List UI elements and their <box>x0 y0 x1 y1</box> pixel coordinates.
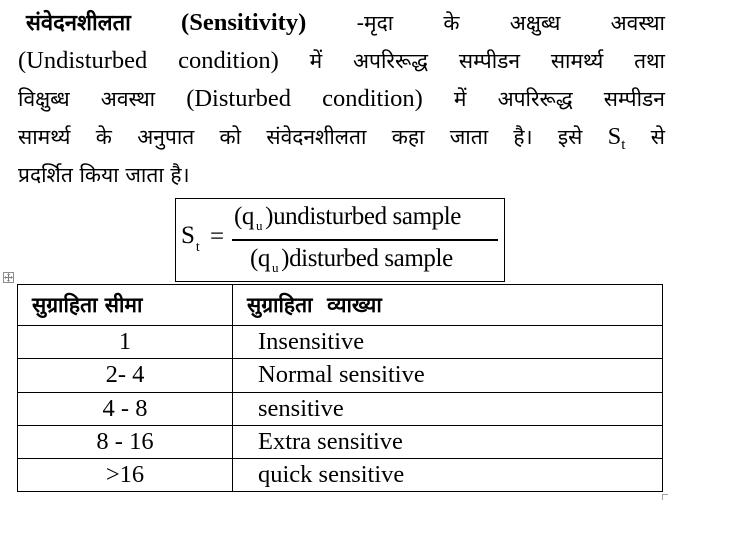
sensitivity-table <box>17 284 663 492</box>
word: से <box>650 125 665 149</box>
word: जाता <box>449 125 489 149</box>
range-cell: 4 - 8 <box>18 392 233 425</box>
word: है। <box>513 125 533 149</box>
word: अपरिरूद्ध <box>497 87 573 111</box>
word: अक्षुब्ध <box>509 11 561 35</box>
word: सम्पीडन <box>458 49 521 73</box>
range-cell: 8 - 16 <box>18 425 233 458</box>
symbol-subscript: t <box>621 137 626 153</box>
description-cell: quick sensitive <box>233 459 663 492</box>
header-sensitivity-description: सुग्राहिता व्याख्या <box>233 285 663 326</box>
table-row <box>18 326 663 359</box>
lhs-subscript: t <box>195 240 200 255</box>
range-cell: 2- 4 <box>18 359 233 392</box>
word: -मृदा <box>356 11 394 35</box>
paragraph-line-2 <box>18 42 665 80</box>
word: संवेदनशीलता <box>266 125 367 149</box>
paragraph-line-4 <box>18 118 665 156</box>
word: विक्षुब्ध <box>18 87 70 111</box>
word: सामर्थ्य <box>18 125 71 149</box>
word: अवस्था <box>610 11 665 35</box>
formula-numerator <box>234 203 461 234</box>
table-row <box>18 359 663 392</box>
word: को <box>219 125 242 149</box>
fraction-bar <box>232 239 498 241</box>
description-cell: Normal sensitive <box>233 359 663 392</box>
word: के <box>95 125 112 149</box>
sensitivity-formula <box>175 198 505 282</box>
word: condition) <box>178 47 279 74</box>
word: कहा <box>391 125 425 149</box>
header-sensitivity-range: सुग्राहिता सीमा <box>18 285 233 326</box>
denominator-open: (q <box>250 245 271 272</box>
word: प्रदर्शित किया जाता है। <box>18 163 190 187</box>
word: सम्पीडन <box>603 87 665 111</box>
word: में <box>453 87 467 111</box>
sensitivity-paragraph <box>18 4 665 194</box>
table-row <box>18 392 663 425</box>
equals-sign: = <box>210 223 225 250</box>
range-cell: >16 <box>18 459 233 492</box>
denominator-subscript: u <box>272 260 279 275</box>
word: condition) <box>322 85 423 112</box>
formula-lhs <box>181 222 200 256</box>
numerator-open: (q <box>234 203 255 230</box>
word: के <box>443 11 460 35</box>
term-hindi: संवेदनशीलता <box>26 11 131 36</box>
range-cell: 1 <box>18 326 233 359</box>
paragraph-line-5 <box>18 156 665 194</box>
sensitivity-symbol <box>608 118 626 164</box>
description-cell: Extra sensitive <box>233 425 663 458</box>
word: अनुपात <box>137 125 195 149</box>
numerator-text: )undisturbed sample <box>265 203 461 230</box>
lhs-symbol: S <box>181 222 195 249</box>
numerator-subscript: u <box>256 218 263 233</box>
denominator-text: )disturbed sample <box>281 245 453 272</box>
formula-denominator <box>250 245 453 276</box>
description-cell: Insensitive <box>233 326 663 359</box>
paragraph-line-3 <box>18 80 665 118</box>
word: में <box>309 49 323 73</box>
word: अवस्था <box>100 87 156 111</box>
word: इसे <box>557 125 583 149</box>
table-row <box>18 425 663 458</box>
table-header-row <box>18 285 663 326</box>
table-row <box>18 459 663 492</box>
word: (Disturbed <box>186 85 291 112</box>
paragraph-line-1 <box>18 4 665 42</box>
symbol-letter: S <box>607 123 622 150</box>
term-english: (Sensitivity) <box>181 9 307 36</box>
cell-end-marker-icon <box>662 494 668 500</box>
word: अपरिरूद्ध <box>352 49 429 73</box>
move-arrows-icon[interactable] <box>3 272 14 283</box>
word: सामर्थ्य <box>550 49 604 73</box>
word: तथा <box>634 49 665 73</box>
description-cell: sensitive <box>233 392 663 425</box>
word: (Undisturbed <box>18 47 148 74</box>
